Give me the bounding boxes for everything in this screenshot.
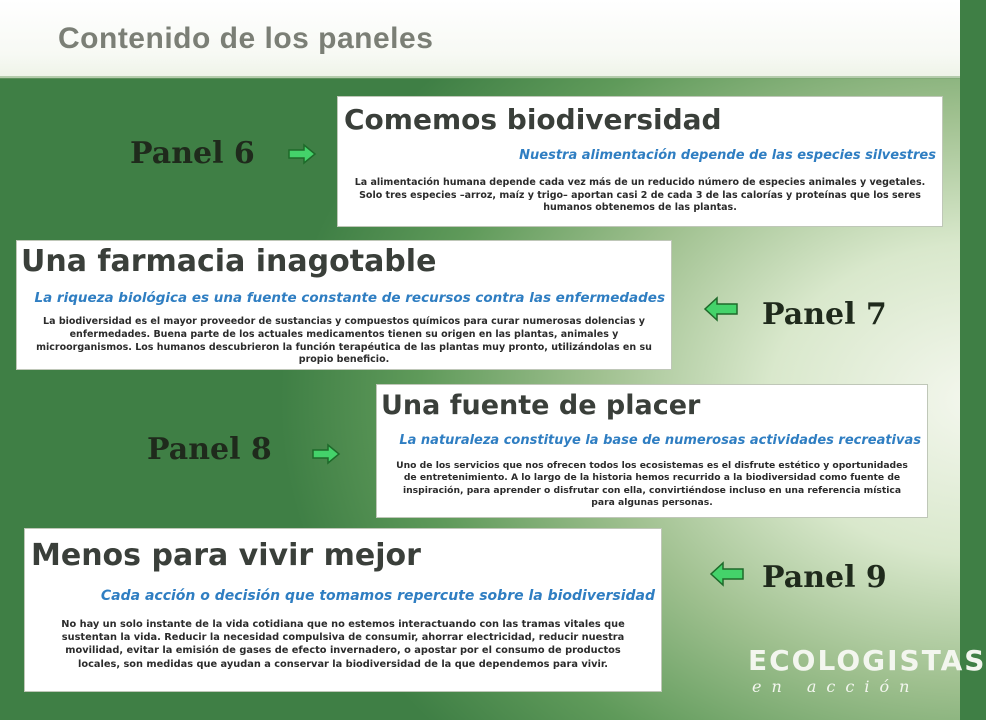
header-divider xyxy=(0,76,960,79)
panel-7-title: Una farmacia inagotable xyxy=(21,244,437,279)
panel-7-subtitle: La riqueza biológica es una fuente constante de recursos contra las enfermedades xyxy=(34,290,665,306)
panel-6-title: Comemos biodiversidad xyxy=(344,103,722,136)
panel-8-title: Una fuente de placer xyxy=(381,390,701,421)
logo-sub-text: en acción xyxy=(752,677,920,696)
panel-8-subtitle: La naturaleza constituye la base de numerosas actividades recreativas xyxy=(399,432,921,448)
panel-6-card xyxy=(337,96,943,227)
arrow-left-icon xyxy=(704,297,738,321)
arrow-left-icon xyxy=(710,562,744,586)
panel-8-body: Uno de los servicios que nos ofrecen todos los ecosistemas es el disfrute estético y oportunidades de entretenimiento. A lo largo de la historia hemos recurrido a la biodiversidad como fuente de inspiración, para aprender o disfrutar con ella, convirtiéndose incluso en una referencia mística para algunas personas. xyxy=(396,459,908,508)
panel-9-card xyxy=(24,528,662,692)
panel-9-label: Panel 9 xyxy=(762,560,887,595)
panel-8-card xyxy=(376,384,928,518)
panel-6-subtitle: Nuestra alimentación depende de las especies silvestres xyxy=(519,147,936,163)
panel-8-label: Panel 8 xyxy=(147,432,272,467)
panel-9-subtitle: Cada acción o decisión que tomamos repercute sobre la biodiversidad xyxy=(100,588,655,604)
panel-6-body: La alimentación humana depende cada vez más de un reducido número de especies animales y vegetales. Solo tres especies –arroz, maíz y trigo– aportan casi 2 de cada 3 de las calorías y proteínas que los seres humanos obtenemos de las plantas. xyxy=(354,176,926,214)
panel-9-title: Menos para vivir mejor xyxy=(31,538,421,573)
logo-main-text: ECOLOGISTAS xyxy=(748,644,986,677)
panel-6-label: Panel 6 xyxy=(130,136,255,171)
panel-7-body: La biodiversidad es el mayor proveedor de sustancias y compuestos químicos para curar numerosas dolencias y enfermedades. Buena parte de los actuales medicamentos tienen su origen en las plantas, animales y microorganismos. Los humanos descubrieron la función terapéutica de las plantas muy pronto, utilizándolas en su propio beneficio. xyxy=(36,316,652,366)
panel-7-label: Panel 7 xyxy=(762,297,887,332)
panel-9-body: No hay un solo instante de la vida cotidiana que no estemos interactuando con las tramas vitales que sustentan la vida. Reducir la necesidad compulsiva de consumir, ahorrar electricidad, reducir nuestra movilidad, evitar la emisión de gases de efecto invernadero, o apostar por el consumo de productos locales, son medidas que ayudan a conservar la biodiversidad de la que dependemos para vivir. xyxy=(61,619,625,670)
arrow-right-icon xyxy=(312,444,340,464)
arrow-right-icon xyxy=(288,144,316,164)
slide-title: Contenido de los paneles xyxy=(58,22,434,55)
ecologistas-logo xyxy=(748,644,986,704)
panel-7-card xyxy=(16,240,672,370)
